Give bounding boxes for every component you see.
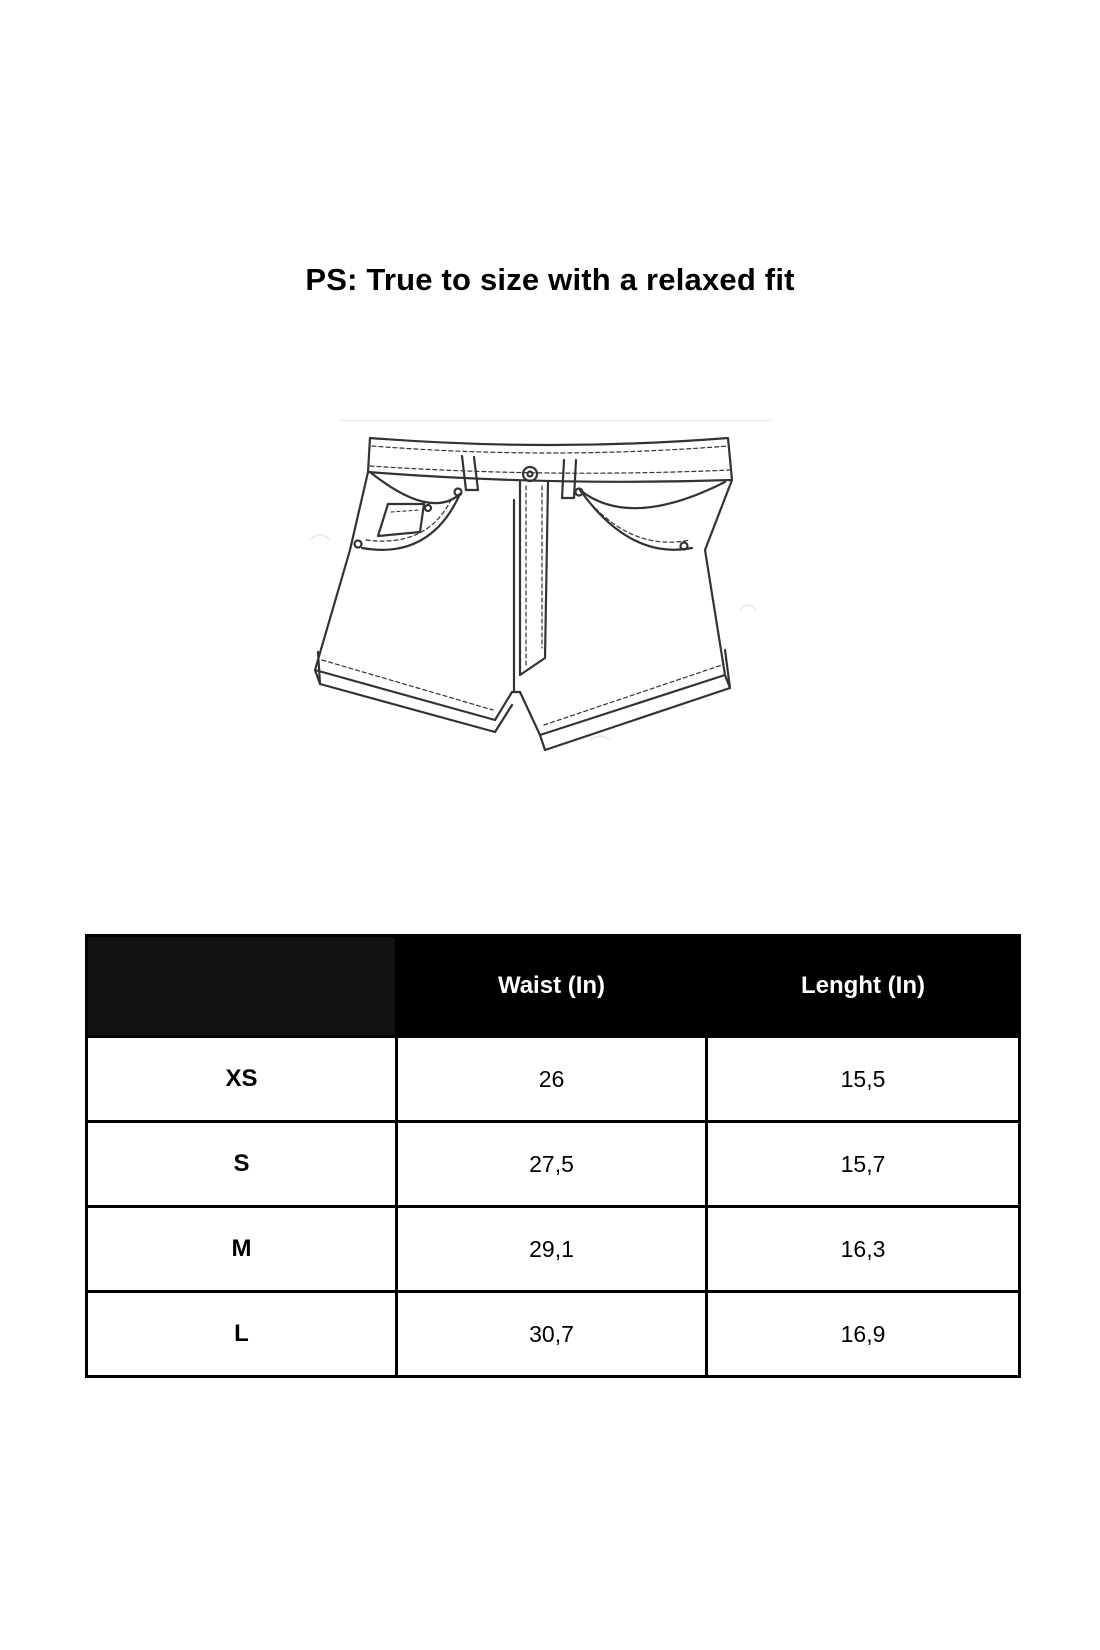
- size-label: M: [87, 1207, 397, 1292]
- size-label: XS: [87, 1037, 397, 1122]
- waist-value: 26: [397, 1037, 707, 1122]
- denim-shorts-icon: [300, 420, 800, 790]
- size-label: L: [87, 1292, 397, 1377]
- table-row: [87, 1292, 1020, 1377]
- length-value: 16,9: [707, 1292, 1020, 1377]
- header-length: Lenght (In): [707, 936, 1020, 1037]
- table-row: [87, 1122, 1020, 1207]
- table-row: [87, 1037, 1020, 1122]
- size-label: S: [87, 1122, 397, 1207]
- table-header-row: [87, 936, 1020, 1037]
- page-headline: PS: True to size with a relaxed fit: [305, 262, 795, 297]
- header-waist: Waist (In): [397, 936, 707, 1037]
- waist-value: 30,7: [397, 1292, 707, 1377]
- length-value: 15,5: [707, 1037, 1020, 1122]
- header-blank-cell: [87, 936, 397, 1037]
- length-value: 16,3: [707, 1207, 1020, 1292]
- length-value: 15,7: [707, 1122, 1020, 1207]
- waist-value: 29,1: [397, 1207, 707, 1292]
- size-chart-table: [85, 934, 1021, 1378]
- waist-value: 27,5: [397, 1122, 707, 1207]
- table-row: [87, 1207, 1020, 1292]
